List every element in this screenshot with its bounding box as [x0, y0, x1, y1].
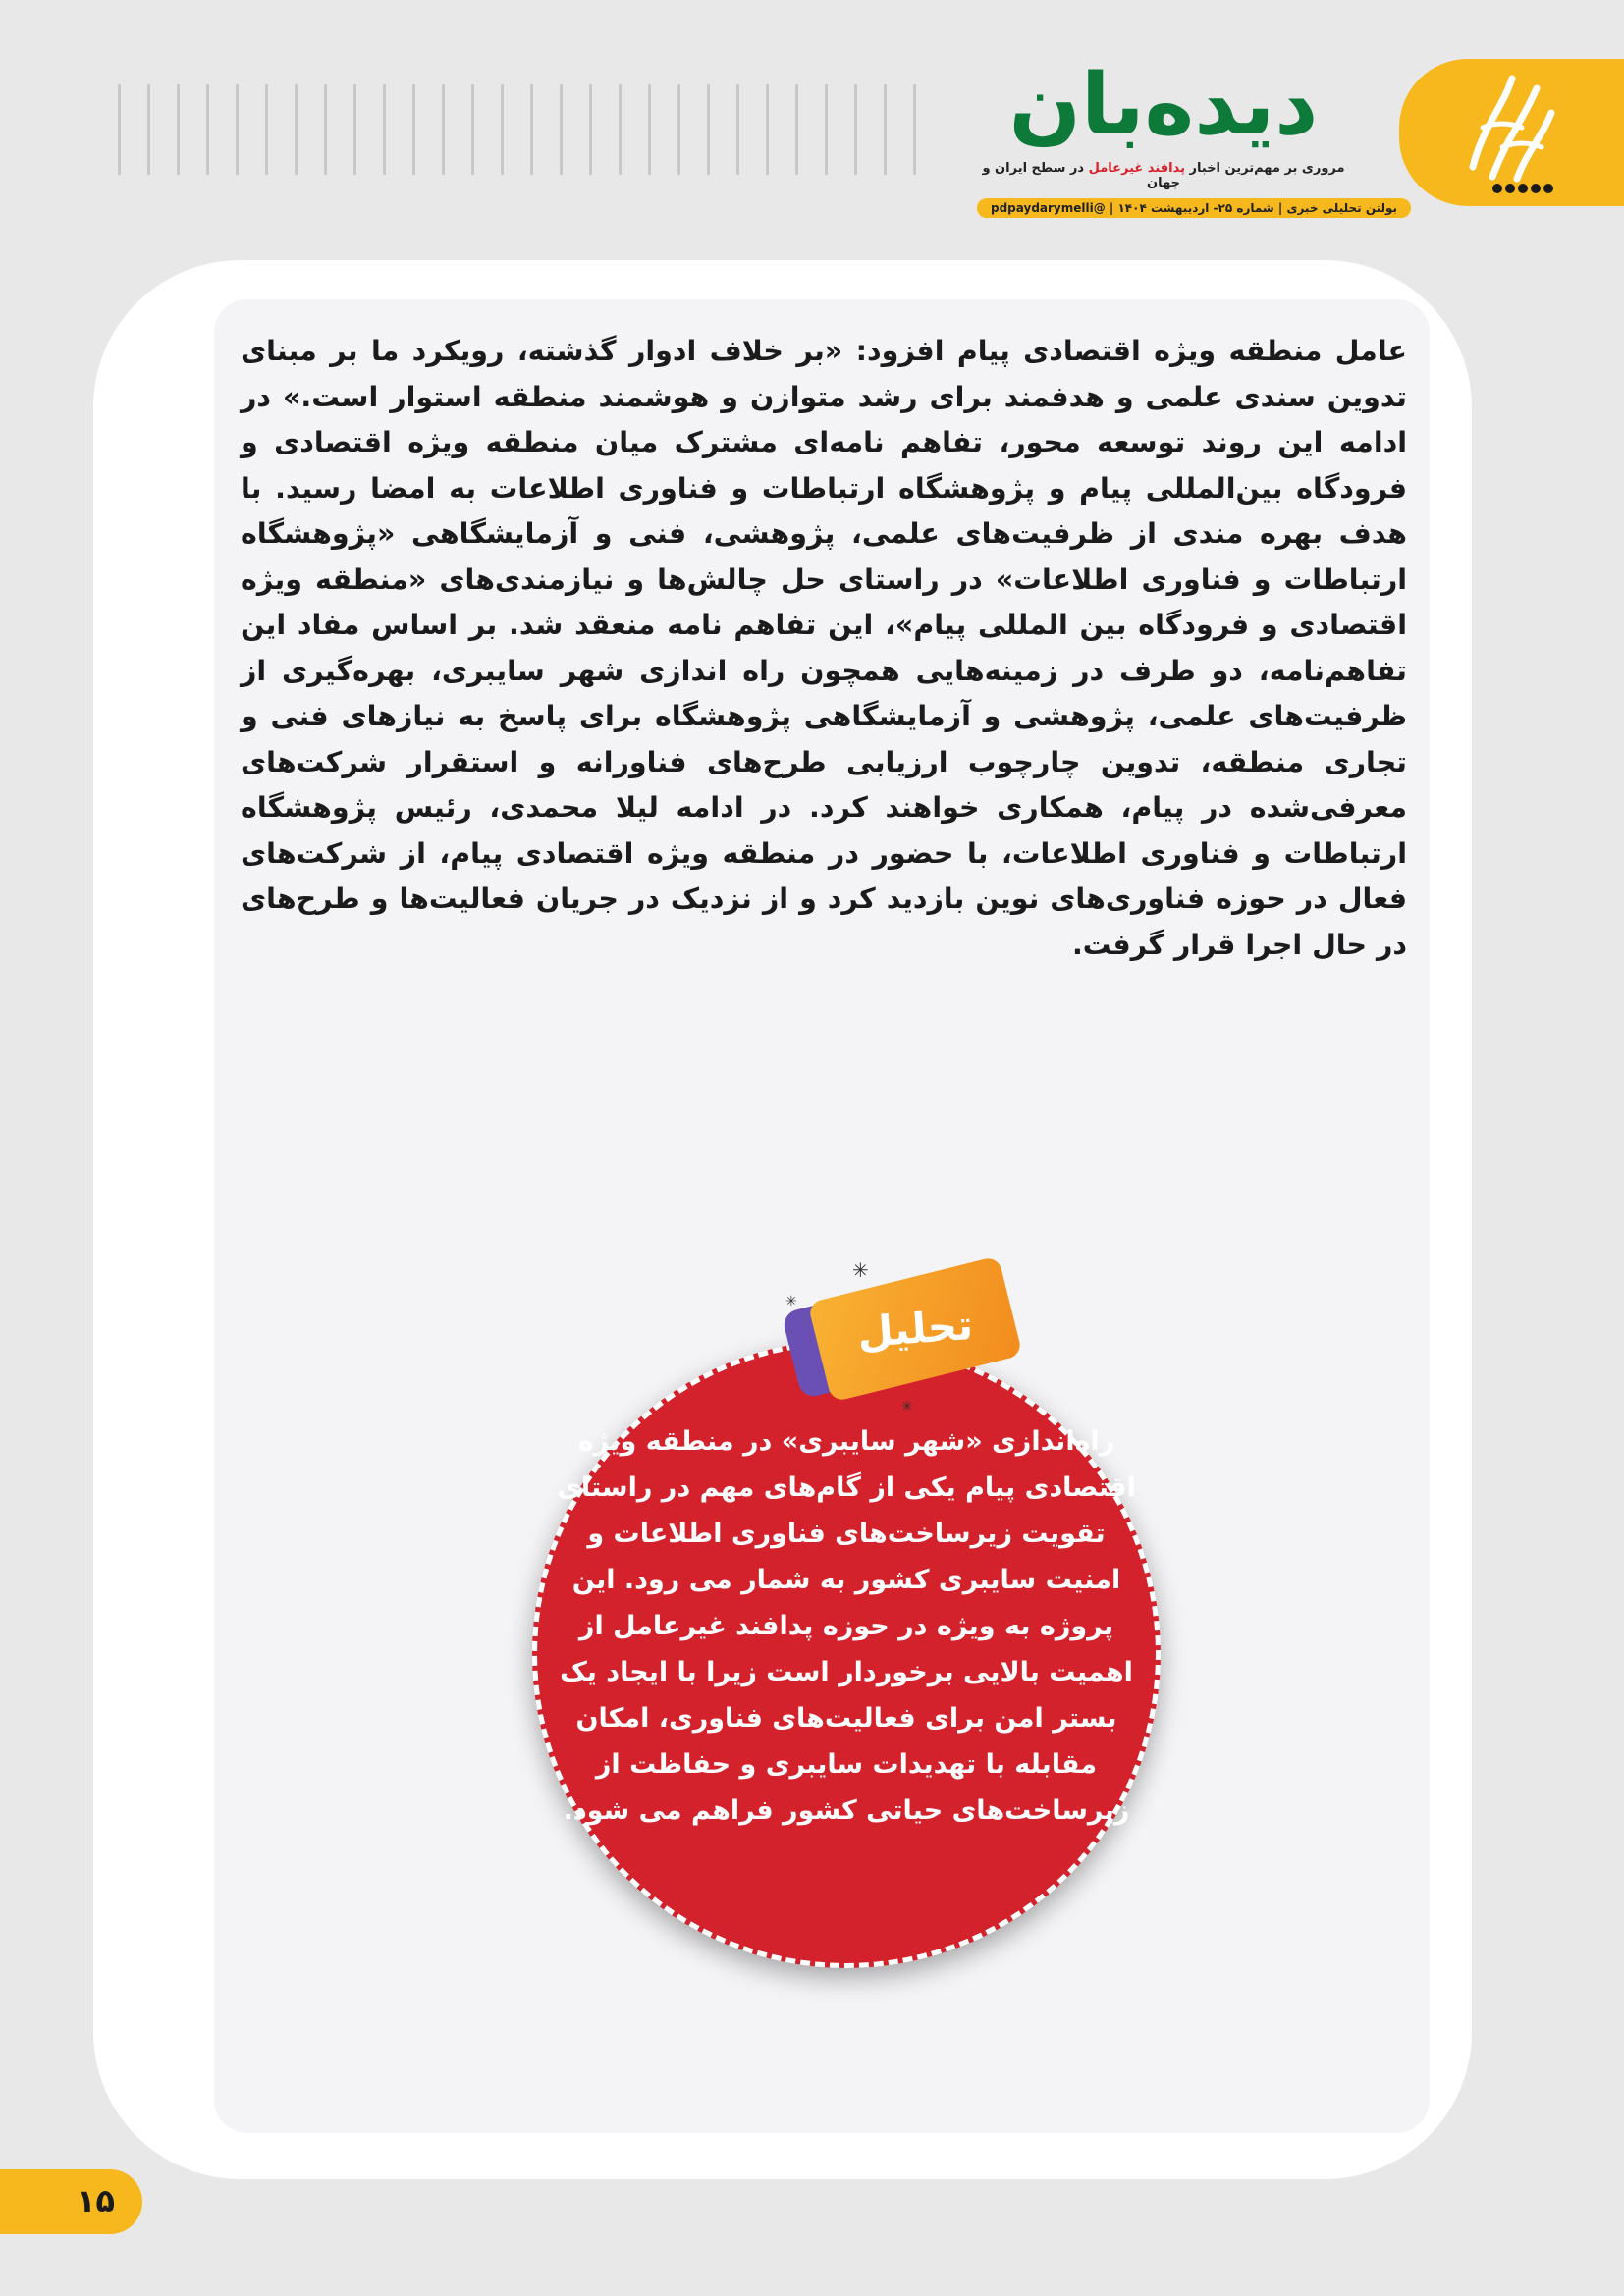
bulletin-info: بولتن تحلیلی خبری | شماره ۲۵- اردیبهشت ۱۴۰۴ | @pdpaydarymelli [977, 198, 1411, 218]
masthead-title: دیده‌بان [1008, 56, 1319, 154]
tagline-prefix: مروری بر مهم‌ترین اخبار [1189, 161, 1345, 176]
masthead [977, 51, 1398, 215]
masthead-tagline [977, 161, 1350, 190]
calligraphy-logo-icon [1453, 69, 1571, 196]
sparkle-icon: ✳ [785, 1294, 797, 1309]
tagline-highlight: پدافند غیرعامل [1088, 161, 1185, 176]
sparkle-icon: ✳ [901, 1399, 913, 1415]
article-body: عامل منطقه ویژه اقتصادی پیام افزود: «بر خلاف ادوار گذشته، رویکرد ما بر مبنای تدوین سندی علمی و هدفمند برای رشد متوازن و هوشمند منطقه استوار است.» در ادامه این روند توسعه محور، تفاهم نامه‌ای مشترک میان منطقه ویژه اقتصادی و فرودگاه بین‌المللی پیام و پژوهشگاه ارتباطات و فناوری اطلاعات به امضا رسید. با هدف بهره مندی از ظرفیت‌های علمی، پژوهشی، فنی و آزمایشگاهی «پژوهشگاه ارتباطات و فناوری اطلاعات» در راستای حل چالش‌ها و نیازمندی‌های «منطقه ویژه اقتصادی و فرودگاه بین المللی پیام»، این تفاهم نامه منعقد شد. بر اساس مفاد این تفاهم‌نامه، دو طرف در زمینه‌هایی همچون راه اندازی شهر سایبری، بهره‌گیری از ظرفیت‌های علمی، پژوهشی و آزمایشگاهی پژوهشگاه برای پاسخ به نیازهای فنی و تجاری منطقه، تدوین چارچوب ارزیابی طرح‌های فناورانه و استقرار شرکت‌های معرفی‌شده در پیام، همکاری خواهند کرد. در ادامه لیلا محمدی، رئیس پژوهشگاه ارتباطات و فناوری اطلاعات، با حضور در منطقه ویژه اقتصادی پیام، از شرکت‌های فعال در حوزه فناوری‌های نوین بازدید کرد و از نزدیک در جریان فعالیت‌ها و طرح‌های در حال اجرا قرار گرفت. [241, 335, 1407, 961]
logo-block [1399, 59, 1624, 206]
page-number: ۱۵ [77, 2182, 116, 2219]
page-number-tab [0, 2169, 142, 2234]
header-stripes [118, 84, 943, 175]
analysis-ribbon [785, 1264, 1031, 1412]
tagline-suffix: در سطح ایران و جهان [982, 161, 1180, 190]
analysis-label: تحلیل [855, 1300, 975, 1358]
analysis-text: راه‌اندازی «شهر سایبری» در منطقه ویژه اقتصادی پیام یکی از گام‌های مهم در راستای تقویت زیرساخت‌های فناوری اطلاعات و امنیت سایبری کشور به شمار می رود. این پروژه به ویژه در حوزه پدافند غیرعامل از اهمیت بالایی برخوردار است زیرا با ایجاد یک بستر امن برای فعالیت‌های فناوری، امکان مقابله با تهدیدات سایبری و حفاظت از زیرساخت‌های حیاتی کشور فراهم می شود. [557, 1426, 1136, 1826]
sparkle-icon: ✳ [852, 1258, 869, 1282]
